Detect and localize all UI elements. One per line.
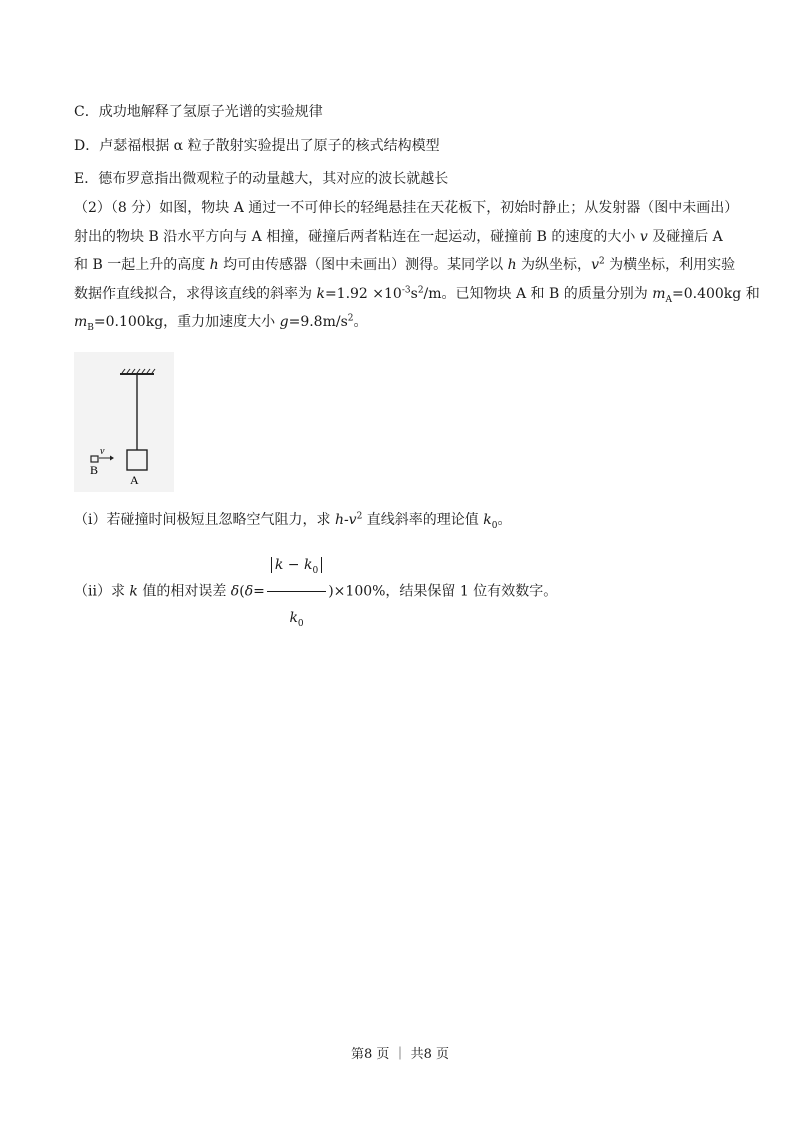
arrow-head <box>110 456 114 461</box>
text: =9.8m/s <box>288 314 348 330</box>
block-a <box>127 450 147 470</box>
block-b <box>91 456 98 462</box>
sub: B <box>87 322 94 333</box>
var-delta: δ <box>244 583 254 600</box>
text: 为横坐标，利用实验 <box>604 257 736 273</box>
text: )×100%，结果保留 1 位有效数字。 <box>328 583 558 600</box>
var-m: m <box>652 285 666 302</box>
problem-line-1 <box>74 194 739 223</box>
label-a: A <box>130 473 139 487</box>
text: （ii）求 <box>74 583 130 600</box>
text: （2）（8 分）如图，物块 A 通过一不可伸长的轻绳悬挂在天花板下，初始时静止；从发射器（图中未画出） <box>74 200 739 216</box>
sup: 2 <box>356 511 363 522</box>
denominator <box>267 592 326 642</box>
numerator <box>267 541 326 592</box>
sub: 0 <box>297 618 304 629</box>
text: 。 <box>497 512 512 528</box>
relative-error-fraction <box>267 541 326 642</box>
text: ( <box>239 583 245 600</box>
sup: -3 <box>401 284 411 295</box>
text: 值的相对误差 <box>137 583 231 600</box>
problem-line-3 <box>74 251 734 280</box>
option-d: D．卢瑟福根据 α 粒子散射实验提出了原子的核式结构模型 <box>74 138 440 154</box>
sup: 2 <box>598 256 605 267</box>
option-e: E．德布罗意指出微观粒子的动量越大，其对应的波长就越长 <box>74 171 449 187</box>
ceiling-hatch <box>122 369 155 373</box>
var-k: k <box>289 610 298 626</box>
text: = <box>253 583 265 600</box>
var-k: k <box>274 557 284 573</box>
problem-line-4 <box>74 280 760 309</box>
text: 射出的物块 B 沿水平方向与 A 相撞，碰撞后两者粘连在一起运动，碰撞前 B 的速度的大小 <box>74 228 640 245</box>
subquestion-ii <box>74 541 557 642</box>
text: 。 <box>353 314 368 330</box>
sup: 2 <box>347 313 354 324</box>
var-v: v <box>639 228 648 245</box>
text: =0.100kg，重力加速度大小 <box>93 314 280 330</box>
option-c: C．成功地解释了氢原子光谱的实验规律 <box>74 104 323 120</box>
text: 和 B 一起上升的高度 <box>74 257 210 273</box>
problem-line-2 <box>74 223 734 252</box>
var-k: k <box>304 557 313 573</box>
var-k: k <box>316 285 325 302</box>
abs-value <box>271 557 322 576</box>
var-v: v <box>591 257 599 273</box>
pendulum-figure <box>74 352 174 492</box>
sub: A <box>665 294 672 305</box>
label-b: B <box>90 463 99 477</box>
text: =1.92 ×10 <box>324 285 402 302</box>
problem-2 <box>74 194 760 337</box>
sup: 2 <box>417 284 424 295</box>
text: − <box>283 557 304 573</box>
text: 直线斜率的理论值 <box>362 512 484 528</box>
var-k: k <box>129 583 138 600</box>
var-m: m <box>74 314 88 330</box>
var-g: g <box>279 314 289 330</box>
text: 及碰撞后 A <box>647 228 723 245</box>
problem-line-5 <box>74 308 734 337</box>
var-hv: h-v <box>334 512 357 528</box>
text: 均可由传感器（图中未画出）测得。某同学以 <box>218 257 508 273</box>
page-footer: 第8 页 ｜ 共8 页 <box>350 1047 450 1062</box>
sub: 0 <box>491 520 498 531</box>
text: =0.400kg 和 <box>671 285 760 302</box>
text: /m。已知物块 A 和 B 的质量分别为 <box>423 285 653 302</box>
text: （i）若碰撞时间极短且忽略空气阻力，求 <box>74 512 335 528</box>
var-delta: δ <box>230 583 240 600</box>
subquestion-i <box>74 510 511 530</box>
text: s <box>410 285 418 302</box>
pendulum-diagram <box>74 352 174 492</box>
label-v: v <box>100 446 105 457</box>
sub: 0 <box>312 565 319 576</box>
var-h: h <box>209 257 219 273</box>
var-h: h <box>507 257 517 273</box>
text: 数据作直线拟合，求得该直线的斜率为 <box>74 285 317 302</box>
text: 为纵坐标， <box>516 257 592 273</box>
var-k: k <box>483 512 492 528</box>
